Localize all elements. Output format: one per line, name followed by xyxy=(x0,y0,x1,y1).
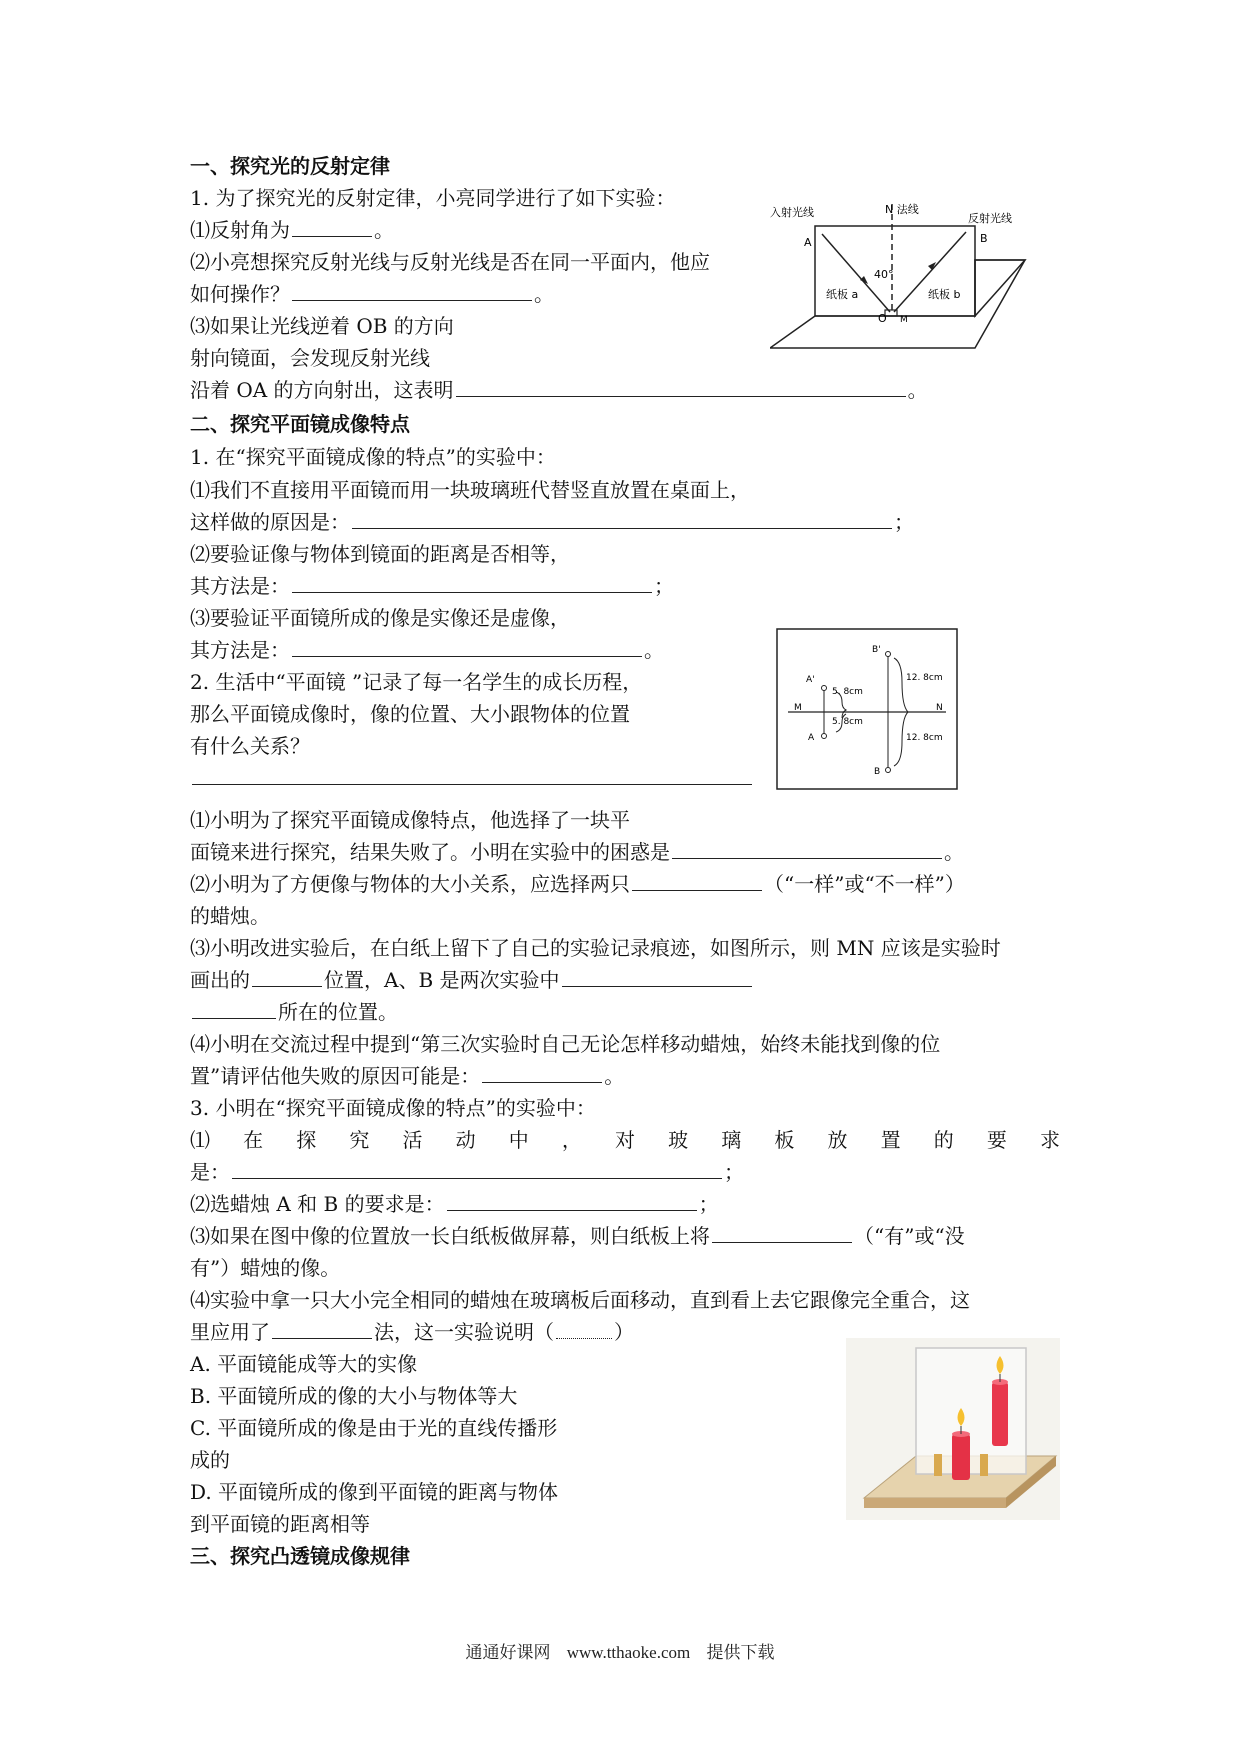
answer-blank[interactable] xyxy=(252,966,322,987)
s2-q2-line2: 那么平面镜成像时，像的位置、大小跟物体的位置 xyxy=(190,702,630,726)
answer-blank[interactable] xyxy=(482,1062,602,1083)
q3-word: 要 xyxy=(986,1128,1007,1152)
s1-q1-part3-line3 xyxy=(190,376,928,404)
s2-q2-part3-line1: ⑶小明改进实验后，在白纸上留下了自己的实验记录痕迹，如图所示，则 MN 应该是实验时 xyxy=(190,936,1001,960)
answer-blank[interactable] xyxy=(632,870,762,891)
s2-q2-part3-text-a: 画出的 xyxy=(190,968,250,992)
s2-q1-part3-end: 。 xyxy=(644,638,664,662)
option-a: A. 平面镜能成等大的实像 xyxy=(190,1352,418,1376)
s1-q1-part2-text: 如何操作？ xyxy=(190,282,290,306)
q3-word: 置 xyxy=(880,1128,901,1152)
answer-blank[interactable] xyxy=(562,966,752,987)
option-c-line2: 成的 xyxy=(190,1448,230,1472)
s1-q1-part3-end: 。 xyxy=(907,378,928,402)
b-label: B xyxy=(874,767,881,777)
answer-blank[interactable] xyxy=(456,376,906,397)
a-prime-label: A' xyxy=(806,675,815,685)
s1-q1-part3-text: 沿着 OA 的方向射出，这表明 xyxy=(190,378,454,402)
q3-word: 玻 xyxy=(668,1128,689,1152)
footer-suffix: 提供下载 xyxy=(706,1643,775,1662)
q3-word: 的 xyxy=(933,1128,954,1152)
s2-q3-part2-text: ⑵选蜡烛 A 和 B 的要求是： xyxy=(190,1192,445,1216)
q3-word: 求 xyxy=(1040,1128,1060,1152)
q3-word: ⑴ xyxy=(190,1128,210,1152)
answer-blank[interactable] xyxy=(192,764,752,785)
reflection-diagram xyxy=(770,196,1030,356)
s2-q2-part4-line1: ⑷小明在交流过程中提到“第三次实验时自己无论怎样移动蜡烛，始终未能找到像的位 xyxy=(190,1032,941,1056)
board-a-label: 纸板 a xyxy=(826,288,859,301)
answer-blank[interactable] xyxy=(447,1190,697,1211)
s2-q2-part1-end: 。 xyxy=(944,840,964,864)
q3-word: ， xyxy=(561,1128,582,1152)
incident-ray-label: 入射光线 xyxy=(770,206,814,219)
s2-q3-part3-line2: 有”）蜡烛的像。 xyxy=(190,1256,341,1280)
option-d-line2: 到平面镜的距离相等 xyxy=(190,1512,370,1536)
s2-q1-part1-line2 xyxy=(190,508,914,536)
answer-blank[interactable] xyxy=(192,998,276,1019)
s1-q1-part2-end: 。 xyxy=(534,282,554,306)
s2-q2-line1: 2. 生活中“平面镜 ”记录了每一名学生的成长历程， xyxy=(190,670,643,694)
section1-heading: 一、探究光的反射定律 xyxy=(190,154,390,178)
s1-q1-intro: 1. 为了探究光的反射定律，小亮同学进行了如下实验： xyxy=(190,186,676,210)
reflected-ray-label: 反射光线 xyxy=(968,212,1012,225)
s2-q2-part2-line1 xyxy=(190,870,965,898)
s2-q3-part3-text: ⑶如果在图中像的位置放一长白纸板做屏幕，则白纸板上将 xyxy=(190,1224,710,1248)
s1-q1-part3-line1: ⑶如果让光线逆着 OB 的方向 xyxy=(190,314,454,338)
s2-q3-part2 xyxy=(190,1190,719,1218)
s2-q2-part1-line2 xyxy=(190,838,964,866)
answer-blank[interactable] xyxy=(712,1222,852,1243)
s2-q1-intro: 1. 在“探究平面镜成像的特点”的实验中： xyxy=(190,445,556,469)
s2-q3-intro: 3. 小明在“探究平面镜成像的特点”的实验中： xyxy=(190,1096,596,1120)
s2-q3-part1-line2 xyxy=(190,1158,744,1186)
s2-q2-part4-text: 置”请评估他失败的原因可能是： xyxy=(190,1064,481,1088)
s2-q1-part1-text: 这样做的原因是： xyxy=(190,510,350,534)
s2-q2-part4-end: 。 xyxy=(604,1064,625,1088)
point-o-label: O xyxy=(878,312,887,325)
answer-blank[interactable] xyxy=(672,838,942,859)
s2-q3-part1-line1 xyxy=(190,1126,1060,1154)
q3-word: 动 xyxy=(455,1128,476,1152)
distance-a-top-label: 5. 8cm xyxy=(832,687,863,697)
footer-site-name: 通通好课网 xyxy=(465,1643,551,1662)
s2-q1-part1-end: ； xyxy=(894,510,914,534)
s1-q1-part1 xyxy=(190,216,394,244)
s2-q2-part2-choice: （“一样”或“不一样”） xyxy=(764,872,965,896)
angle-label: 40° xyxy=(874,268,894,281)
point-m-label: M xyxy=(900,315,908,325)
option-c-line1: C. 平面镜所成的像是由于光的直线传播形 xyxy=(190,1416,558,1440)
normal-label: N 法线 xyxy=(885,203,919,216)
s2-q1-part3-line2 xyxy=(190,636,664,664)
s2-q2-part1-text: 面镜来进行探究，结果失败了。小明在实验中的困惑是 xyxy=(190,840,670,864)
s2-q2-line3: 有什么关系？ xyxy=(190,734,310,758)
footer-url[interactable]: www.tthaoke.com xyxy=(566,1643,691,1662)
s2-q1-part1-line1: ⑴我们不直接用平面镜而用一块玻璃班代替竖直放置在桌面上， xyxy=(190,478,750,502)
distance-b-bottom-label: 12. 8cm xyxy=(906,733,943,743)
s2-q2-part2-text: ⑵小明为了方便像与物体的大小关系，应选择两只 xyxy=(190,872,630,896)
s2-q1-part2-line1: ⑵要验证像与物体到镜面的距离是否相等， xyxy=(190,542,570,566)
s1-q1-part1-text: ⑴反射角为 xyxy=(190,218,290,242)
s1-q1-part2-line2 xyxy=(190,280,554,308)
s2-q2-part2-line2: 的蜡烛。 xyxy=(190,904,270,928)
s2-q2-part3-line3 xyxy=(190,998,398,1026)
section2-heading: 二、探究平面镜成像特点 xyxy=(190,412,410,436)
s2-q3-part4-text-b: 法，这一实验说明（ xyxy=(374,1320,554,1344)
q3-word: 中 xyxy=(508,1128,529,1152)
answer-blank[interactable] xyxy=(292,636,642,657)
q3-word: 活 xyxy=(402,1128,423,1152)
s2-q3-part1-end: ； xyxy=(724,1160,744,1184)
answer-blank[interactable] xyxy=(292,216,372,237)
s2-q1-part2-line2 xyxy=(190,572,674,600)
m-label: M xyxy=(794,703,802,713)
answer-blank[interactable] xyxy=(292,280,532,301)
q3-word: 探 xyxy=(296,1128,317,1152)
mirror-record-diagram xyxy=(776,628,958,790)
s2-q2-answer-line xyxy=(190,764,754,792)
q3-word: 对 xyxy=(615,1128,635,1152)
distance-a-bottom-label: 5. 8cm xyxy=(832,717,863,727)
s2-q1-part2-text: 其方法是： xyxy=(190,574,290,598)
s2-q2-part1-line1: ⑴小明为了探究平面镜成像特点，他选择了一块平 xyxy=(190,808,630,832)
s2-q3-part4-line2 xyxy=(190,1318,634,1346)
s2-q1-part3-line1: ⑶要验证平面镜所成的像是实像还是虚像， xyxy=(190,606,570,630)
s2-q1-part2-end: ； xyxy=(654,574,674,598)
answer-blank[interactable] xyxy=(352,508,892,529)
s1-q1-part3-line2: 射向镜面，会发现反射光线 xyxy=(190,346,430,370)
q3-word: 璃 xyxy=(721,1128,742,1152)
page-footer xyxy=(0,1638,1240,1663)
board-b-label: 纸板 b xyxy=(928,288,961,301)
answer-blank[interactable] xyxy=(292,572,652,593)
point-a-label: A xyxy=(804,236,812,249)
n-label: N xyxy=(936,703,943,713)
s2-q3-part4-text-c: ） xyxy=(614,1320,634,1344)
point-b-label: B xyxy=(980,232,988,245)
q3-word: 板 xyxy=(774,1128,795,1152)
answer-blank[interactable] xyxy=(232,1158,722,1179)
option-d-line1: D. 平面镜所成的像到平面镜的距离与物体 xyxy=(190,1480,559,1504)
q3-word: 放 xyxy=(827,1128,848,1152)
s2-q3-part2-end: ； xyxy=(698,1192,719,1216)
s2-q2-part3-text-b: 位置，A、B 是两次实验中 xyxy=(324,968,560,992)
s2-q2-part3-text-c: 所在的位置。 xyxy=(278,1000,398,1024)
s1-q1-part1-end: 。 xyxy=(374,218,394,242)
s2-q1-part3-text: 其方法是： xyxy=(190,638,290,662)
s2-q2-part3-line2 xyxy=(190,966,754,994)
b-prime-label: B' xyxy=(872,645,881,655)
s2-q3-part3-line1 xyxy=(190,1222,965,1250)
s2-q3-part3-choice: （“有”或“没 xyxy=(854,1224,965,1248)
s2-q2-part4-line2 xyxy=(190,1062,624,1090)
s2-q3-part1-text: 是： xyxy=(190,1160,230,1184)
q3-word: 究 xyxy=(349,1128,370,1152)
candle-experiment-image xyxy=(846,1338,1060,1520)
s2-q3-part4-text-a: 里应用了 xyxy=(190,1320,270,1344)
section3-heading: 三、探究凸透镜成像规律 xyxy=(190,1544,410,1568)
answer-blank[interactable] xyxy=(556,1318,612,1339)
a-label: A xyxy=(808,733,815,743)
distance-b-top-label: 12. 8cm xyxy=(906,673,943,683)
answer-blank[interactable] xyxy=(272,1318,372,1339)
s2-q3-part4-line1: ⑷实验中拿一只大小完全相同的蜡烛在玻璃板后面移动，直到看上去它跟像完全重合，这 xyxy=(190,1288,970,1312)
s1-q1-part2-line1: ⑵小亮想探究反射光线与反射光线是否在同一平面内，他应 xyxy=(190,250,710,274)
q3-word: 在 xyxy=(243,1128,264,1152)
option-b: B. 平面镜所成的像的大小与物体等大 xyxy=(190,1384,518,1408)
